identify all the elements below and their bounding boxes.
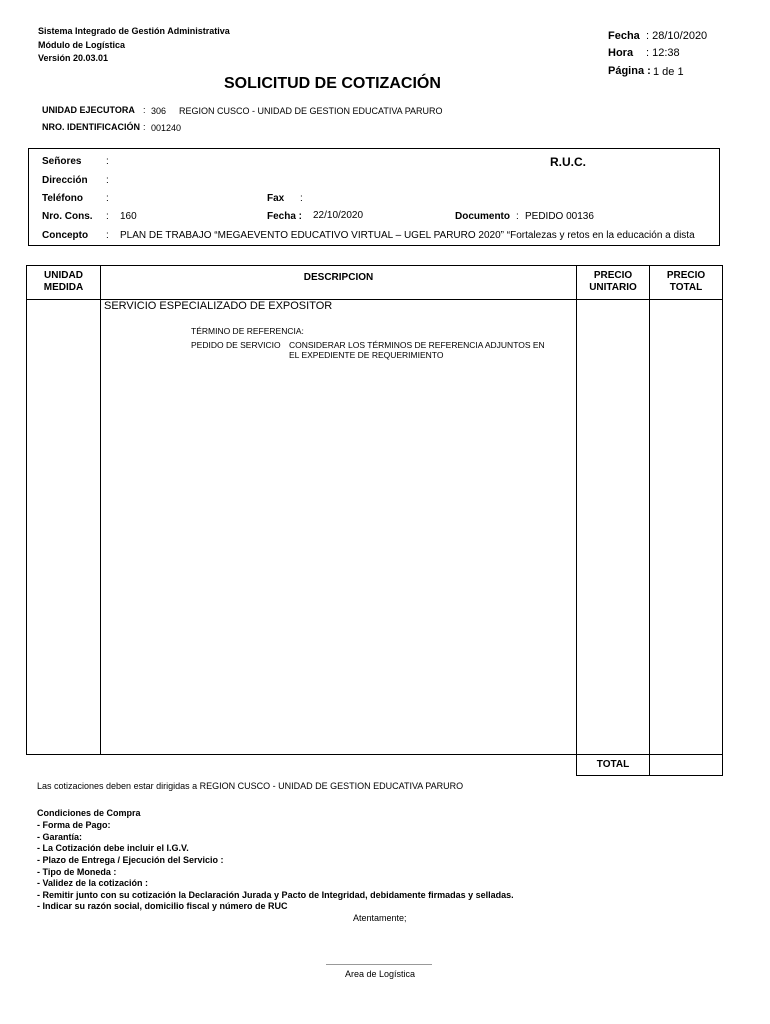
col-divider	[100, 266, 101, 754]
nro-cons-sep: :	[106, 211, 109, 222]
page-title: SOLICITUD DE COTIZACIÓN	[224, 75, 441, 92]
dirigidas-note: Las cotizaciones deben estar dirigidas a REGION CUSCO - UNIDAD DE GESTION EDUCATIVA PARURO	[37, 781, 464, 791]
version-text: Versión 20.03.01	[38, 53, 109, 63]
condicion-item: - La Cotización debe incluir el I.G.V.	[37, 843, 189, 853]
condicion-item: - Remitir junto con su cotización la Declaración Jurada y Pacto de Integridad, debidamente firmadas y selladas.	[37, 890, 514, 900]
concepto-sep: :	[106, 230, 109, 241]
col-pu-line1: PRECIO	[593, 270, 633, 281]
items-table	[26, 265, 723, 755]
direccion-label: Dirección	[42, 175, 88, 186]
senores-label: Señores	[42, 156, 82, 167]
telefono-sep: :	[106, 193, 109, 204]
condiciones-title: Condiciones de Compra	[37, 808, 141, 818]
concepto-label: Concepto	[42, 230, 89, 241]
total-box	[576, 755, 723, 776]
col-precio-total	[650, 270, 722, 294]
pedido-text-line2: EL EXPEDIENTE DE REQUERIMIENTO	[289, 350, 444, 360]
col-unidad-line1: UNIDAD	[44, 270, 83, 281]
col-pt-line1: PRECIO	[666, 270, 706, 281]
col-precio-unitario	[577, 270, 649, 294]
col-unidad-line2: MEDIDA	[43, 282, 84, 293]
fecha-value: : 28/10/2020	[646, 30, 708, 42]
condicion-item: - Validez de la cotización :	[37, 878, 149, 888]
col-pu-line2: UNITARIO	[589, 282, 637, 293]
pagina-label: Página :	[608, 65, 651, 77]
system-name: Sistema Integrado de Gestión Administrativa	[38, 26, 230, 36]
condicion-item: - Forma de Pago:	[37, 820, 111, 830]
ruc-label: R.U.C.	[550, 155, 586, 169]
fax-sep: :	[300, 193, 303, 204]
documento-sep: :	[516, 211, 519, 222]
col-unidad-medida	[27, 270, 100, 294]
hora-value-text: 12:38	[652, 47, 680, 59]
item-title: SERVICIO ESPECIALIZADO DE EXPOSITOR	[104, 300, 333, 312]
total-divider	[649, 755, 650, 775]
col-divider	[649, 266, 650, 754]
fecha-value-text: 28/10/2020	[652, 30, 708, 42]
col-divider	[576, 266, 577, 754]
fecha-label: Fecha	[608, 30, 640, 42]
telefono-label: Teléfono	[42, 193, 83, 204]
documento-value: PEDIDO 00136	[525, 211, 594, 222]
direccion-sep: :	[106, 175, 109, 186]
col-descripcion: DESCRIPCION	[303, 272, 374, 283]
nro-cons-value: 160	[120, 211, 137, 222]
pagina-value: 1 de 1	[653, 66, 684, 78]
termino-label: TÉRMINO DE REFERENCIA:	[191, 326, 304, 336]
signature-line	[326, 964, 432, 965]
col-pt-line2: TOTAL	[669, 282, 703, 293]
atentamente-text: Atentamente;	[353, 913, 407, 923]
hora-label: Hora	[608, 47, 634, 59]
condicion-item: - Garantía:	[37, 832, 83, 842]
condicion-item: - Tipo de Moneda :	[37, 867, 117, 877]
area-logistica: Area de Logística	[345, 969, 416, 979]
concepto-value: PLAN DE TRABAJO “MEGAEVENTO EDUCATIVO VIRTUAL – UGEL PARURO 2020” “Fortalezas y retos en la educación a dista	[120, 230, 695, 241]
unidad-ejecutora-label: UNIDAD EJECUTORA	[42, 105, 135, 115]
info-fecha-value: 22/10/2020	[313, 210, 364, 221]
senores-sep: :	[106, 156, 109, 167]
module-name: Módulo de Logística	[38, 40, 125, 50]
documento-label: Documento	[455, 211, 510, 222]
unidad-ejecutora-sep: :	[143, 105, 146, 115]
unidad-ejecutora-code: 306	[151, 106, 167, 116]
nro-identificacion-value: 001240	[151, 123, 182, 133]
hora-value: : 12:38	[646, 47, 680, 59]
pedido-text-line1: CONSIDERAR LOS TÉRMINOS DE REFERENCIA ADJUNTOS EN	[289, 340, 545, 350]
condicion-item: - Plazo de Entrega / Ejecución del Servicio :	[37, 855, 224, 865]
fax-label: Fax	[267, 193, 285, 204]
nro-identificacion-label: NRO. IDENTIFICACIÓN	[42, 122, 140, 132]
condicion-item: - Indicar su razón social, domicilio fiscal y número de RUC	[37, 901, 288, 911]
nro-identificacion-sep: :	[143, 122, 146, 132]
unidad-ejecutora-name: REGION CUSCO - UNIDAD DE GESTION EDUCATIVA PARURO	[179, 106, 443, 116]
nro-cons-label: Nro. Cons.	[42, 211, 93, 222]
pedido-label: PEDIDO DE SERVICIO	[191, 340, 281, 350]
total-label: TOTAL	[596, 759, 630, 770]
info-fecha-label: Fecha :	[267, 211, 303, 222]
